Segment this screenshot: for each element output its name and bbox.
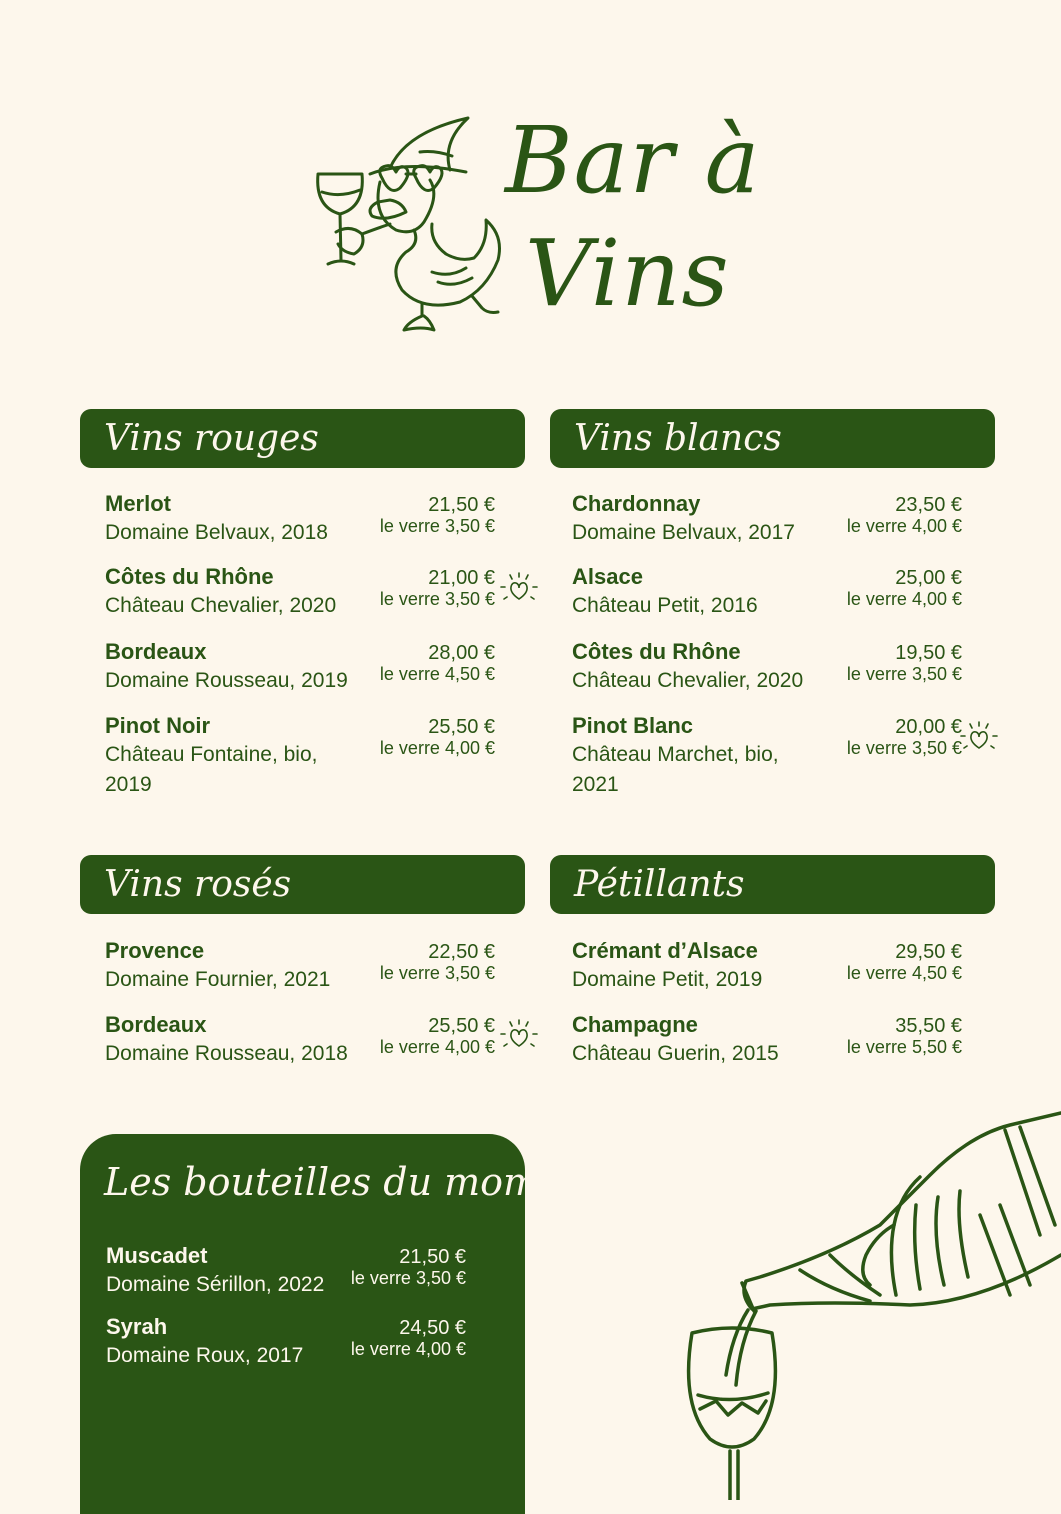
item-name: Côtes du Rhône (105, 564, 274, 589)
section-header-vins-roses: Vins rosés (80, 855, 525, 914)
heart-sparkle-icon (498, 1016, 540, 1058)
item-price: 25,50 € (428, 1015, 495, 1037)
item-name: Bordeaux (105, 639, 207, 664)
item-price: 21,50 € (428, 494, 495, 516)
item-description: Château Fontaine, bio, 2019 (105, 743, 318, 796)
heart-sparkle-icon (498, 569, 540, 611)
item-description: Domaine Roux, 2017 (106, 1344, 304, 1367)
item-description: Domaine Rousseau, 2018 (105, 1042, 348, 1065)
bottle-pouring-wine-illustration (680, 1105, 1061, 1500)
title-line-2: Vins (525, 220, 730, 327)
item-name: Pinot Blanc (572, 713, 694, 738)
item-name: Bordeaux (105, 1012, 207, 1037)
section-header-vins-rouges: Vins rouges (80, 409, 525, 468)
item-name: Chardonnay (572, 491, 701, 516)
duck-mascot-illustration (310, 112, 510, 337)
item-glass-price: le verre 4,50 € (379, 664, 495, 684)
item-glass-price: le verre 3,50 € (846, 664, 962, 684)
item-price: 23,50 € (895, 494, 962, 516)
item-glass-price: le verre 4,00 € (846, 516, 962, 536)
item-name: Champagne (572, 1012, 698, 1037)
item-description: Château Petit, 2016 (572, 594, 758, 617)
item-glass-price: le verre 3,50 € (846, 738, 962, 758)
item-description: Domaine Rousseau, 2019 (105, 669, 348, 692)
title-line-1: Bar à (505, 107, 761, 214)
item-price: 21,00 € (428, 567, 495, 589)
item-description: Domaine Belvaux, 2018 (105, 521, 328, 544)
item-price: 28,00 € (428, 642, 495, 664)
item-description: Domaine Belvaux, 2017 (572, 521, 795, 544)
item-glass-price: le verre 3,50 € (379, 516, 495, 536)
item-price: 22,50 € (428, 941, 495, 963)
item-glass-price: le verre 3,50 € (350, 1268, 466, 1288)
section-header-petillants: Pétillants (550, 855, 995, 914)
item-name: Pinot Noir (105, 713, 211, 738)
item-name: Côtes du Rhône (572, 639, 741, 664)
featured-bottles-panel (80, 1134, 602, 1514)
item-price: 35,50 € (895, 1015, 962, 1037)
item-description: Domaine Petit, 2019 (572, 968, 763, 991)
item-glass-price: le verre 5,50 € (846, 1037, 962, 1057)
item-glass-price: le verre 4,00 € (379, 738, 495, 758)
item-price: 25,50 € (428, 716, 495, 738)
item-glass-price: le verre 4,00 € (350, 1339, 466, 1359)
item-description: Château Marchet, bio, 2021 (572, 743, 779, 796)
item-glass-price: le verre 3,50 € (379, 589, 495, 609)
item-price: 21,50 € (399, 1246, 466, 1268)
item-price: 20,00 € (895, 716, 962, 738)
item-price: 29,50 € (895, 941, 962, 963)
item-description: Château Chevalier, 2020 (105, 594, 337, 617)
item-price: 24,50 € (399, 1317, 466, 1339)
section-header-vins-blancs: Vins blancs (550, 409, 995, 468)
item-price: 25,00 € (895, 567, 962, 589)
item-name: Muscadet (106, 1243, 208, 1268)
item-glass-price: le verre 3,50 € (379, 963, 495, 983)
heart-sparkle-icon (958, 718, 1000, 760)
item-name: Syrah (106, 1314, 168, 1339)
item-glass-price: le verre 4,00 € (379, 1037, 495, 1057)
featured-title: Les bouteilles du moment (104, 1160, 602, 1204)
item-name: Crémant d’Alsace (572, 938, 758, 963)
item-price: 19,50 € (895, 642, 962, 664)
item-description: Château Chevalier, 2020 (572, 669, 804, 692)
item-description: Domaine Fournier, 2021 (105, 968, 331, 991)
item-glass-price: le verre 4,00 € (846, 589, 962, 609)
item-description: Château Guerin, 2015 (572, 1042, 779, 1065)
item-name: Merlot (105, 491, 171, 516)
item-glass-price: le verre 4,50 € (846, 963, 962, 983)
item-description: Domaine Sérillon, 2022 (106, 1273, 325, 1296)
item-name: Provence (105, 938, 205, 963)
item-name: Alsace (572, 564, 643, 589)
